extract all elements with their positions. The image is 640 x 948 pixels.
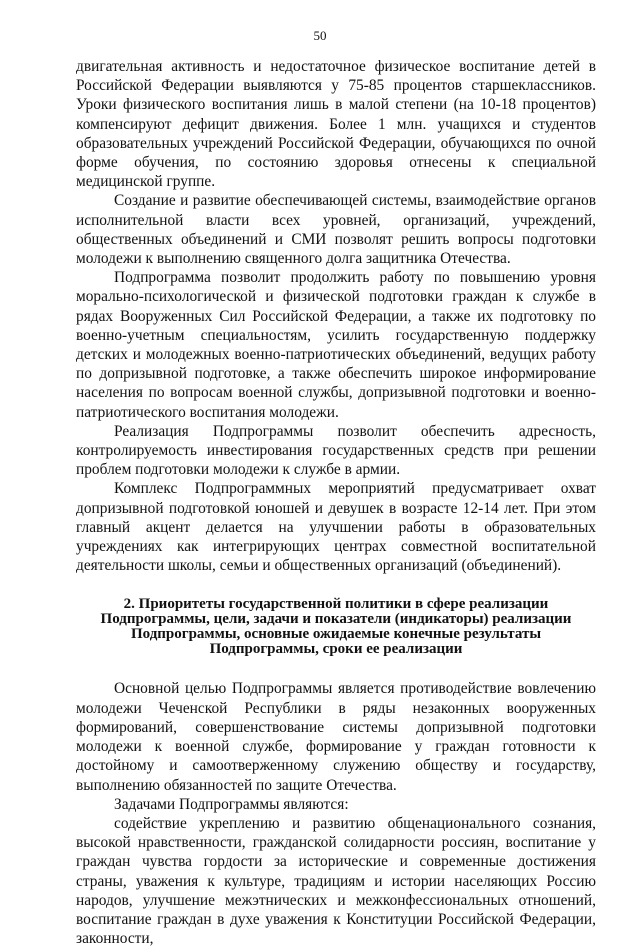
paragraph-tasks-intro: Задачами Подпрограммы являются: [114, 795, 349, 813]
document-body [76, 57, 596, 948]
paragraph-main-goal: Основной целью Подпрограммы является противодействие вовлечению молодежи Чеченской Республики в ряды незаконных вооруженных формирований, совершенствование системы допризывной подготовки молодежи к военной службе, формирование у граждан готовности к достойному и самоотверженному служению обществу и государству, выполнению обязанностей по защите Отечества. [76, 680, 596, 794]
paragraph-measures-complex: Комплекс Подпрограммных мероприятий предусматривает охват допризывной подготовкой юношей и девушек в возрасте 12-14 лет. При этом главный акцент делается на улучшении работы в образовательных учреждениях как интегрирующих центрах совместной воспитательной деятельности школы, семьи и общественных организаций (объединений). [76, 480, 596, 575]
paragraph-subprogram-continues: Подпрограмма позволит продолжить работу по повышению уровня морально-психологической и физической подготовки граждан к службе в рядах Вооруженных Сил Российской Федерации, а также их подготовку по военно-учетным специальностям, усилить государственную поддержку детских и молодежных военно-патриотических объединений, ведущих работу по допризывной подготовке, а также обеспечить широкое информирование населения по вопросам военной службы, допризывной подготовки и военно-патриотического воспитания молодежи. [76, 269, 596, 421]
paragraph-subprogram-targeting: Реализация Подпрограммы позволит обеспечить адресность, контролируемость инвестирования государственных средств при решении проблем подготовки молодежи к службе в армии. [76, 422, 596, 479]
page-number: 50 [313, 28, 327, 43]
paragraph-physical-education: двигательная активность и недостаточное физическое воспитание детей в Российской Федерации выявляются у 75-85 процентов старшеклассников. Уроки физического воспитания лишь в малой степени (на 10-18 процентов) компенсируют дефицит движения. Более 1 млн. учащихся и студентов образовательных учреждений Российской Федерации, обучающихся по очной форме обучения, по состоянию здоровья отнесены к специальной медицинской группе. [76, 58, 596, 191]
section-heading: 2. Приоритеты государственной политики в сфере реализации Подпрограммы, цели, задачи и показатели (индикаторы) реализации Подпрограммы, основные ожидаемые конечные результаты Подпрограммы, сроки ее реализации [100, 596, 572, 658]
paragraph-support-system: Создание и развитие обеспечивающей системы, взаимодействие органов исполнительной власти всех уровней, организаций, учреждений, общественных объединений и СМИ позволят решить вопросы подготовки молодежи к выполнению священного долга защитника Отечества. [76, 192, 596, 268]
paragraph-task-consciousness: содействие укреплению и развитию общенационального сознания, высокой нравственности, гражданской солидарности россиян, воспитание у граждан чувства гордости за исторические и современные достижения страны, уважения к культуре, традициям и истории населяющих Россию народов, улучшение межэтнических и межконфессиональных отношений, воспитание граждан в духе уважения к Конституции Российской Федерации, законности, [76, 814, 596, 948]
